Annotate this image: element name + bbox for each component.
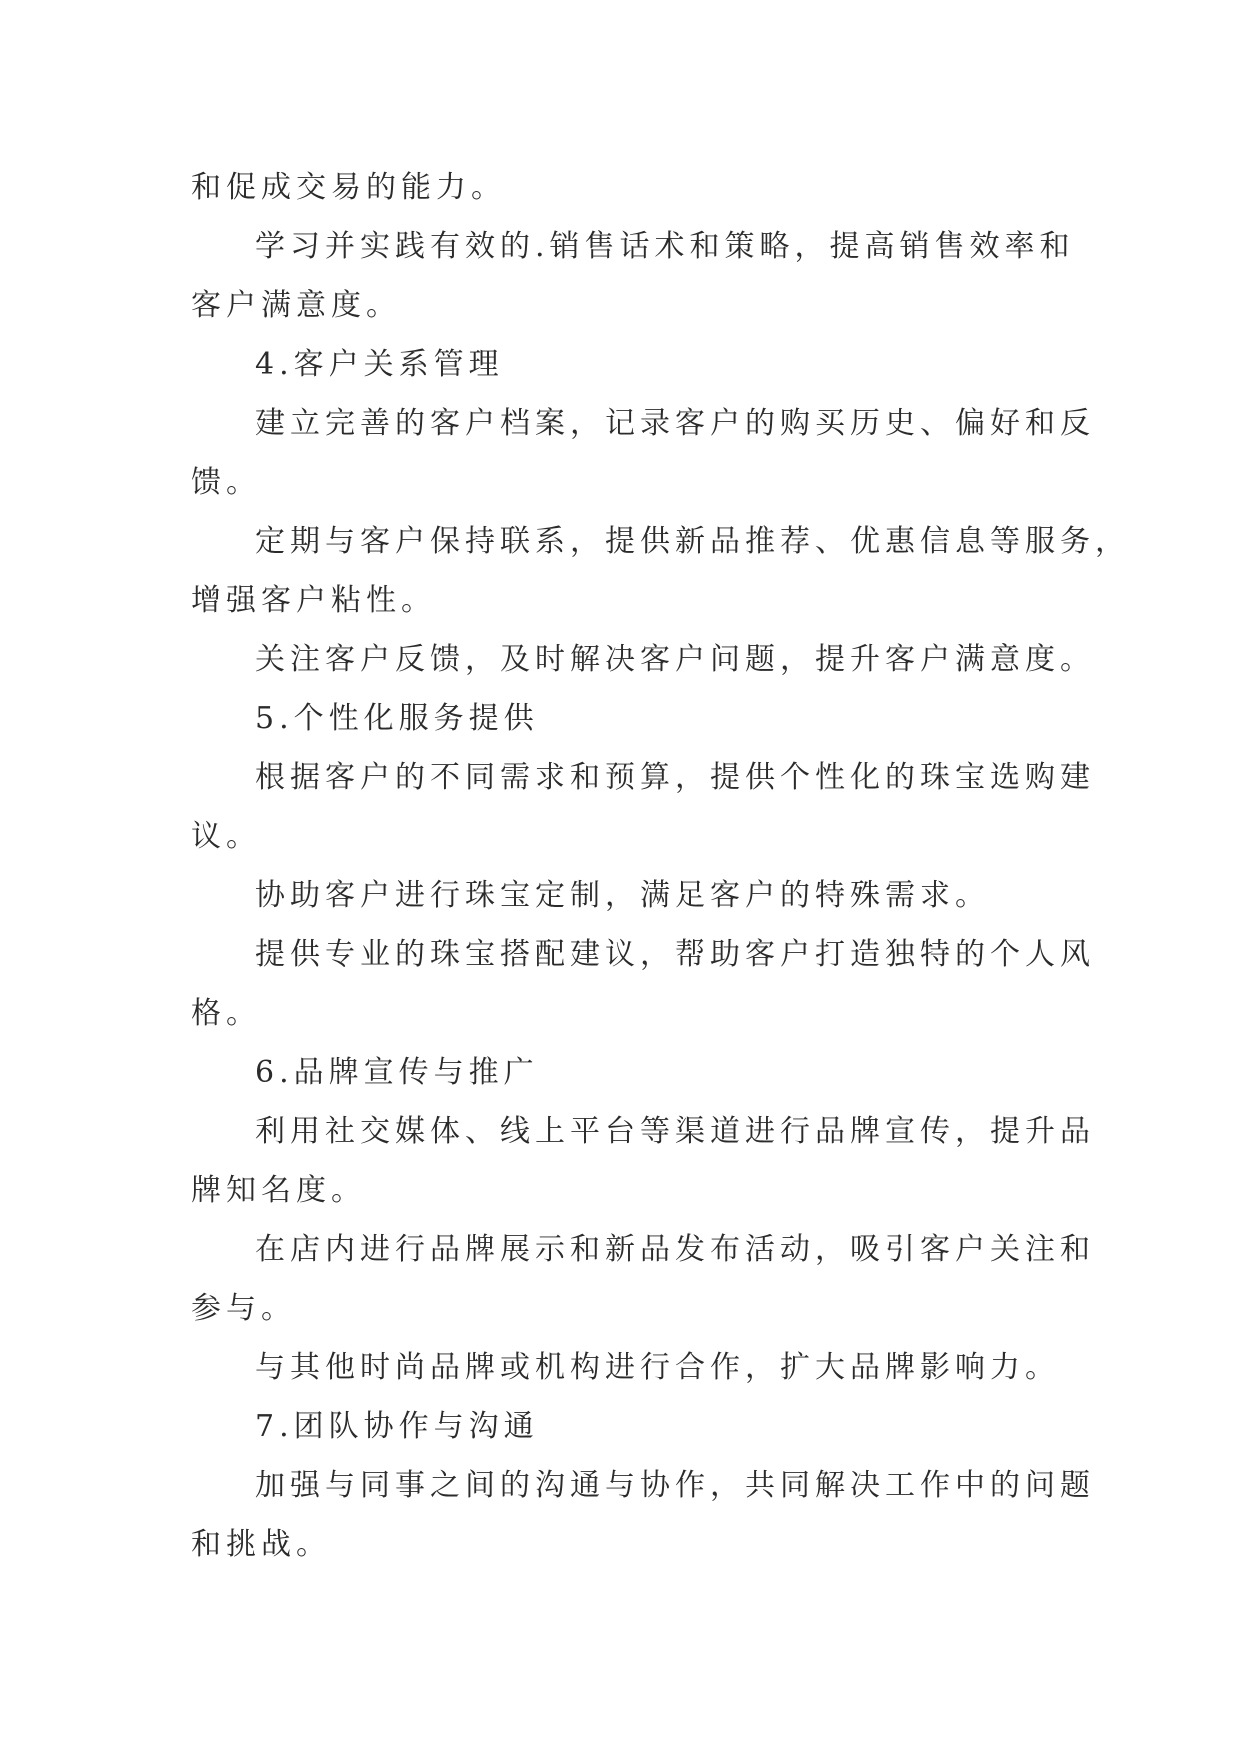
text-line: 协助客户进行珠宝定制，满足客户的特殊需求。: [255, 878, 990, 913]
text-line: 加强与同事之间的沟通与协作，共同解决工作中的问题: [255, 1468, 1095, 1503]
section-heading: 4.客户关系管理: [255, 347, 504, 382]
text-line: 馈。: [191, 465, 261, 500]
section-heading: 7.团队协作与沟通: [255, 1409, 539, 1444]
text-line: 学习并实践有效的.销售话术和策略，提高销售效率和: [255, 229, 1075, 264]
text-line: 建立完善的客户档案，记录客户的购买历史、偏好和反: [255, 406, 1095, 441]
text-line: 参与。: [191, 1291, 296, 1326]
text-line: 牌知名度。: [191, 1173, 366, 1208]
section-heading: 5.个性化服务提供: [255, 701, 539, 736]
text-line: 与其他时尚品牌或机构进行合作，扩大品牌影响力。: [255, 1350, 1060, 1385]
text-line: 增强客户粘性。: [191, 583, 436, 618]
text-line: 在店内进行品牌展示和新品发布活动，吸引客户关注和: [255, 1232, 1095, 1267]
section-heading: 6.品牌宣传与推广: [255, 1055, 539, 1090]
text-line: 客户满意度。: [191, 288, 401, 323]
text-line: 格。: [191, 996, 261, 1031]
document-body: [191, 158, 1130, 1574]
text-line: 关注客户反馈，及时解决客户问题，提升客户满意度。: [255, 642, 1095, 677]
text-line: 议。: [191, 819, 261, 854]
text-line: 定期与客户保持联系，提供新品推荐、优惠信息等服务，: [255, 524, 1130, 559]
text-line: 和挑战。: [191, 1527, 331, 1562]
text-line: 根据客户的不同需求和预算，提供个性化的珠宝选购建: [255, 760, 1095, 795]
text-line: 利用社交媒体、线上平台等渠道进行品牌宣传，提升品: [255, 1114, 1095, 1149]
text-line: 提供专业的珠宝搭配建议，帮助客户打造独特的个人风: [255, 937, 1095, 972]
text-line: 和促成交易的能力。: [191, 170, 506, 205]
